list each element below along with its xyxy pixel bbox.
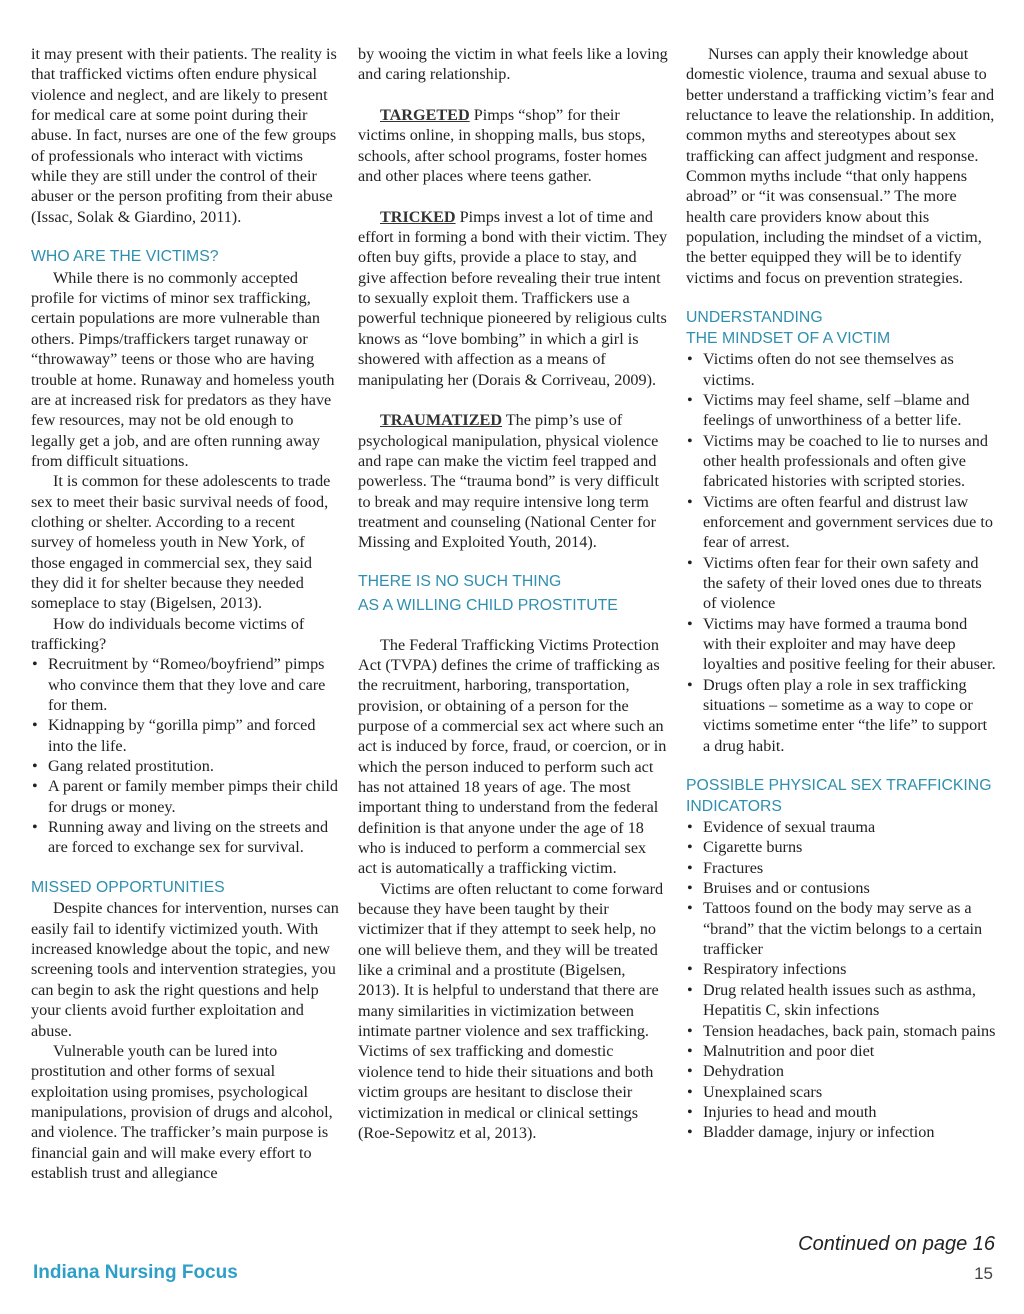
paragraph: The Federal Trafficking Victims Protection Act (TVPA) defines the crime of trafficking as the recruitment, harboring, transportation, provision, or obtaining of a person for the purpose of a commercial sex act where such an act is induced by force, fraud, or coercion, or in which the person induced to perform such act has not attained 18 years of age. The most important thing to understand from the federal definition is that anyone under the age of 18 who is induced to perform a commercial sex act is automatically a trafficking victim. <box>358 635 667 878</box>
list-item: • Respiratory infections <box>686 959 998 979</box>
paragraph: Nurses can apply their knowledge about domestic violence, trauma and sexual abuse to better understand a trafficking victim’s fear and reluctance to leave the relationship. In addition, common myths and stereotypes about sex trafficking can affect judgment and response. Common myths include “that only happens abroad” or “it was consensual.” The more health care providers know about this population, including the mindset of a victim, the better equipped they will be to identify victims and focus on prevention strategies. <box>686 45 995 287</box>
paragraph-text: The pimp’s use of psychological manipulation, physical violence and rape can make the victim feel trapped and powerless. The “trauma bond” is very difficult to break and may require intensive long term treatment and counseling (National Center for Missing and Exploited Youth, 2014). <box>358 411 660 552</box>
paragraph: How do individuals become victims of trafficking? <box>31 614 305 653</box>
list-item: • Dehydration <box>686 1061 998 1081</box>
paragraph: Vulnerable youth can be lured into prostitution and other forms of sexual exploitation using promises, psychological manipulations, provision of drugs and alcohol, and violence. The trafficker’s main purpose is financial gain and will make every effort to establish trust and allegiance <box>31 1041 333 1182</box>
list-item: • Injuries to head and mouth <box>686 1102 998 1122</box>
list-item: • A parent or family member pimps their child for drugs or money. <box>31 776 340 817</box>
section-heading-mindset <box>686 308 998 349</box>
list-item: • Unexplained scars <box>686 1082 998 1102</box>
list-item: • Bruises and or contusions <box>686 878 998 898</box>
section-heading-no-willing-child <box>358 570 668 618</box>
paragraph: Despite chances for intervention, nurses can easily fail to identify victimized youth. With increased knowledge about the topic, and new screening tools and intervention strategies, you can begin to ask the right questions and help your clients avoid further exploitation and abuse. <box>31 899 339 1040</box>
victim-pathways-list <box>31 654 340 857</box>
paragraph: It is common for these adolescents to trade sex to meet their basic survival needs of food, clothing or shelter. According to a recent survey of homeless youth in New York, of those engaged in commercial sex, they said they did it for shelter because they needed someplace to stay (Bigelsen, 2013). <box>31 472 331 613</box>
paragraph-text: Pimps invest a lot of time and effort in forming a bond with their victim. They often buy gifts, provide a place to stay, and give affection before revealing their true intent to sexually exploit them. Traffickers use a powerful technique pioneered by religious cults knows as “love bombing” in which a girl is showered with affection as a means of manipulating her (Dorais & Corriveau, 2009). <box>358 207 668 389</box>
heading-line: UNDERSTANDING <box>686 309 823 327</box>
indicators-list <box>686 817 998 1143</box>
keyword-tricked: TRICKED <box>380 207 456 226</box>
list-item: • Kidnapping by “gorilla pimp” and forced into the life. <box>31 715 340 756</box>
keyword-targeted: TARGETED <box>380 106 470 125</box>
page-number: 15 <box>974 1264 993 1283</box>
article-column-1 <box>31 44 340 1183</box>
paragraph-traumatized <box>358 410 668 552</box>
heading-line: AS A WILLING CHILD PROSTITUTE <box>358 596 618 614</box>
list-item: • Drugs often play a role in sex trafficking situations – sometime as a way to cope or victims sometime enter “the life” to support a drug habit. <box>686 675 998 756</box>
continued-notice: Continued on page 16 <box>798 1233 995 1255</box>
article-column-2 <box>358 44 668 1143</box>
list-item: • Victims may have formed a trauma bond with their exploiter and may have deep loyalties and positive feeling for their abuser. <box>686 614 998 675</box>
publication-name: Indiana Nursing Focus <box>33 1262 238 1283</box>
list-item: • Recruitment by “Romeo/boyfriend” pimps who convince them that they love and care for them. <box>31 654 340 715</box>
heading-line: THERE IS NO SUCH THING <box>358 572 562 590</box>
section-heading-missed-opportunities: MISSED OPPORTUNITIES <box>31 879 225 897</box>
heading-line: THE MINDSET OF A VICTIM <box>686 329 891 347</box>
paragraph: by wooing the victim in what feels like a loving and caring relationship. <box>358 45 668 84</box>
list-item: • Cigarette burns <box>686 837 998 857</box>
section-heading-indicators: POSSIBLE PHYSICAL SEX TRAFFICKING INDICATORS <box>686 777 992 815</box>
list-item: • Drug related health issues such as asthma, Hepatitis C, skin infections <box>686 980 998 1021</box>
paragraph-targeted <box>358 105 668 186</box>
keyword-traumatized: TRAUMATIZED <box>380 411 503 430</box>
list-item: • Fractures <box>686 858 998 878</box>
paragraph-tricked <box>358 207 668 390</box>
list-item: • Gang related prostitution. <box>31 756 340 776</box>
mindset-list <box>686 349 998 756</box>
list-item: • Victims often fear for their own safety and the safety of their loved ones due to threats of violence <box>686 553 998 614</box>
list-item: • Bladder damage, injury or infection <box>686 1122 998 1142</box>
paragraph: While there is no commonly accepted profile for victims of minor sex trafficking, certain populations are more vulnerable than others. Pimps/traffickers target runaway or “throwaway” teens or those who are having trouble at home. Runaway and homeless youth are at increased risk for predators as they have few resources, may not be old enough to legally get a job, and are often running away from difficult situations. <box>31 268 335 470</box>
list-item: • Victims often do not see themselves as victims. <box>686 349 998 390</box>
list-item: • Running away and living on the streets and are forced to exchange sex for survival. <box>31 817 340 858</box>
paragraph: Victims are often reluctant to come forward because they have been taught by their victimizer that if they attempt to seek help, no one will believe them, and they will be treated like a criminal and a prostitute (Bigelsen, 2013). It is helpful to understand that there are many similarities in victimization between intimate partner violence and sex trafficking. Victims of sex trafficking and domestic violence tend to hide their situations and both victim groups are hesitant to disclose their victimization in medical or clinical settings (Roe-Sepowitz et al, 2013). <box>358 879 664 1142</box>
list-item: • Victims may feel shame, self –blame and feelings of unworthiness of a better life. <box>686 390 998 431</box>
list-item: • Tattoos found on the body may serve as a “brand” that the victim belongs to a certain trafficker <box>686 898 998 959</box>
section-heading-victims: WHO ARE THE VICTIMS? <box>31 248 219 266</box>
list-item: • Evidence of sexual trauma <box>686 817 998 837</box>
list-item: • Malnutrition and poor diet <box>686 1041 998 1061</box>
paragraph: it may present with their patients. The reality is that trafficked victims often endure physical violence and neglect, and are likely to present for medical care at some point during their abuse. In fact, nurses are one of the few groups of professionals who interact with victims while they are still under the control of their abuser or the person profiting from their abuse (Issac, Solak & Giardino, 2011). <box>31 45 337 226</box>
article-column-3 <box>686 44 998 1143</box>
list-item: • Victims are often fearful and distrust law enforcement and government services due to fear of arrest. <box>686 492 998 553</box>
list-item: • Tension headaches, back pain, stomach pains <box>686 1021 998 1041</box>
paragraph-text: Pimps “shop” for their victims online, in shopping malls, bus stops, schools, after school programs, foster homes and other places where teens gather. <box>358 106 648 186</box>
list-item: • Victims may be coached to lie to nurses and other health professionals and often give fabricated histories with scripted stories. <box>686 431 998 492</box>
